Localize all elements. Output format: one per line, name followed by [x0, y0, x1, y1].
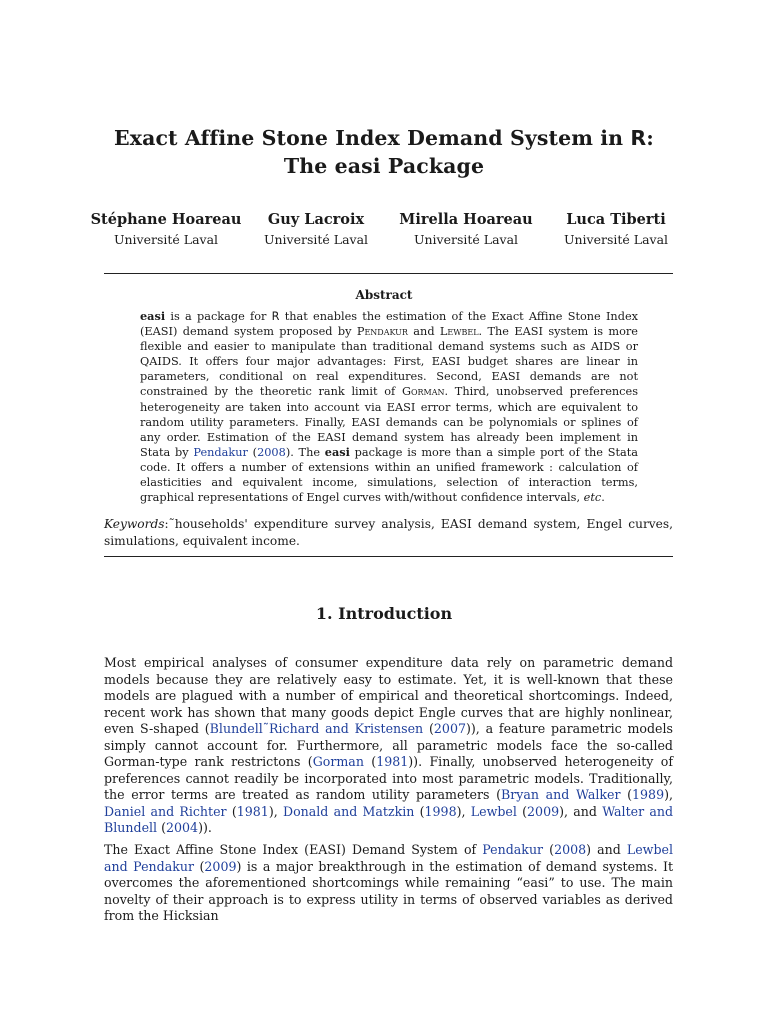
- citation-link[interactable]: Donald and Matzkin: [282, 803, 415, 819]
- title-line-1: [0, 124, 768, 152]
- author-2: [236, 210, 396, 249]
- abstract-body: easi is a package for R that enables the estimation of the Exact Affine Stone Index (EASI) demand system proposed by Pendakur and Lewbel. The EASI system is more flexible and easier to manipulate than traditional demand systems such as AIDS or QAIDS. It offers four major advantages: First, EASI budget shares are linear in parameters, conditional on real expenditures. Second, EASI demands are not constrained by the theoretic rank limit of Gorman. Third, unobserved preferences heterogeneity are taken into account via EASI error terms, which are equivalent to random utility parameters. Finally, EASI demands can be polynomials or splines of any order. Estimation of the EASI demand system has already been implement in Stata by Pendakur (2008). The easi package is more than a simple port of the Stata code. It offers a number of extensions within an unified framework : calculation of elasticities and equivalent income, simulations, selection of interaction terms, graphical representations of Engel curves with/without confidence intervals, etc.: [140, 309, 639, 505]
- citation-link[interactable]: Blundell˜Richard and Kristensen: [209, 721, 424, 736]
- keywords-text: :˜households' expenditure survey analysis, EASI demand system, Engel curves, simulations, equivalent income.: [104, 517, 673, 548]
- package-name: easi: [324, 444, 350, 459]
- citation-year-link[interactable]: 2009: [204, 858, 237, 874]
- author-block: [0, 210, 768, 250]
- author-ref: Lewbel: [439, 325, 479, 339]
- title-colon: :: [646, 126, 654, 150]
- author-1: [86, 210, 246, 249]
- r-symbol: R: [271, 310, 280, 323]
- author-ref: Gorman: [401, 385, 445, 399]
- citation-year-link[interactable]: 2004: [166, 820, 199, 835]
- citation-link[interactable]: Gorman: [312, 754, 364, 769]
- citation-year-link[interactable]: 1981: [236, 803, 269, 819]
- author-ref: Pendakur: [356, 325, 408, 339]
- intro-paragraph-2: The Exact Affine Stone Index (EASI) Demand System of Pendakur (2008) and Lewbel and Pendakur (2009) is a major breakthrough in the estimation of demand systems. It overcomes the aforementioned shortcomings while remaining “easi” to use. The main novelty of their approach is to express utility in terms of observed variables as derived from the Hicksian: [104, 842, 673, 923]
- citation-link[interactable]: Lewbel: [470, 803, 517, 819]
- citation-link[interactable]: Walter and Blundell: [104, 803, 674, 835]
- package-name: easi: [140, 309, 166, 323]
- paper-title: [0, 124, 768, 180]
- author-affiliation: Université Laval: [263, 232, 369, 247]
- citation-link[interactable]: Pendakur: [193, 445, 248, 459]
- author-name: Luca Tiberti: [566, 211, 666, 228]
- citation-year-link[interactable]: 1989: [632, 787, 665, 802]
- author-affiliation: Université Laval: [113, 232, 219, 247]
- section-heading: 1. Introduction: [315, 604, 453, 623]
- keywords-label: Keywords: [104, 517, 165, 531]
- citation-link[interactable]: Lewbel and Pendakur: [104, 842, 673, 874]
- author-3: [386, 210, 546, 249]
- citation-year-link[interactable]: 1981: [376, 754, 409, 769]
- abstract-heading: Abstract: [355, 288, 413, 302]
- intro-paragraph-1: Most empirical analyses of consumer expenditure data rely on parametric demand models because they are relatively easy to estimate. Yet, it is well-known that these models are plagued with a number of empirical and theoretical shortcomings. Indeed, recent work has shown that many goods depict Engle curves that are highly nonlinear, even S-shaped (Blundell˜Richard and Kristensen (2007)), a feature parametric models simply cannot account for. Furthermore, all parametric models face the so-called Gorman-type rank restrictons (Gorman (1981)). Finally, unobserved heterogeneity of preferences cannot readily be incorporated into most parametric models. Traditionally, the error terms are treated as random utility parameters (Bryan and Walker (1989), Daniel and Richter (1981), Donald and Matzkin (1998), Lewbel (2009), and Walter and Blundell (2004)).: [104, 655, 674, 835]
- keywords: [104, 516, 673, 550]
- title-line-2: The easi Package: [283, 154, 485, 178]
- citation-year-link[interactable]: 2008: [257, 445, 286, 459]
- author-name: Mirella Hoareau: [399, 211, 533, 228]
- citation-year-link[interactable]: 2007: [433, 721, 466, 736]
- citation-year-link[interactable]: 1998: [424, 803, 457, 819]
- citation-year-link[interactable]: 2008: [554, 842, 587, 857]
- citation-link[interactable]: Bryan and Walker: [501, 787, 621, 802]
- top-rule: [104, 273, 673, 274]
- citation-link[interactable]: Daniel and Richter: [104, 803, 227, 819]
- author-name: Stéphane Hoareau: [90, 211, 242, 228]
- author-affiliation: Université Laval: [413, 232, 519, 247]
- citation-year-link[interactable]: 2009: [527, 803, 560, 819]
- bottom-rule: [104, 556, 673, 557]
- author-affiliation: Université Laval: [563, 232, 669, 247]
- author-name: Guy Lacroix: [267, 211, 365, 228]
- citation-link[interactable]: Pendakur: [482, 842, 544, 857]
- title-r-symbol: R: [630, 126, 647, 150]
- author-4: [536, 210, 696, 249]
- title-line-1-text: Exact Affine Stone Index Demand System in: [114, 126, 631, 150]
